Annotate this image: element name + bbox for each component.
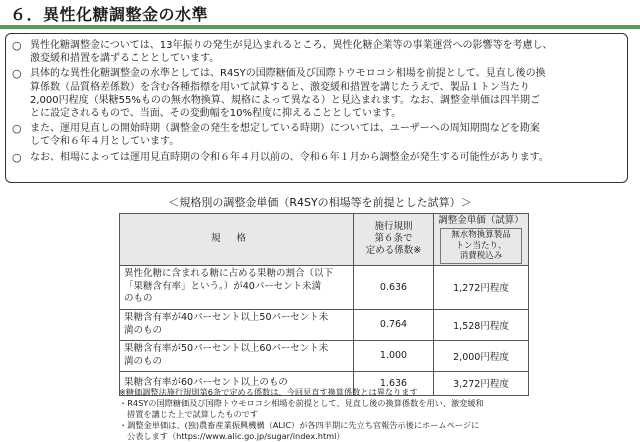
rate-table: [119, 213, 529, 396]
cell-standard-line: 満のもの: [124, 324, 163, 336]
bullet-circle-icon: ○: [12, 67, 22, 81]
bullet-text-line: また、運用見直しの開始時期（調整金の発生を想定している時期）については、ユーザーへの周知期間などを勘案: [30, 123, 540, 135]
bullet-text-line: とに設定されるもので、当面、その変動幅を10%程度に抑えることとしています。: [30, 108, 402, 120]
header-unit-price-note: [440, 228, 522, 264]
table-row: [120, 309, 529, 340]
bullet-item: [12, 39, 621, 65]
header-coefficient: [354, 214, 434, 266]
cell-unit-price: 2,000円程度: [434, 340, 529, 371]
bullet-circle-icon: ○: [12, 122, 22, 136]
footnote-line: 措置を講じた上で試算したものです: [127, 409, 259, 419]
cell-standard: [120, 309, 354, 340]
header-coefficient-line: 第６条で: [374, 233, 413, 245]
header-unit-price-note-line: トン当たり、: [455, 240, 507, 251]
bullet-circle-icon: ○: [12, 150, 22, 164]
cell-standard: [120, 340, 354, 371]
cell-coefficient: 0.636: [354, 265, 434, 309]
cell-standard-line: 満のもの: [124, 355, 163, 367]
table-caption: ＜規格別の調整金単価（R4SYの相場等を前提とした試算）＞: [168, 196, 472, 209]
bullet-text-line: 異性化糖調整金については、13年振りの発生が見込まれるところ、異性化糖企業等の事業運営への影響等を考慮し、: [30, 40, 553, 51]
page-header: [0, 0, 640, 30]
table-row: [120, 340, 529, 371]
bullet-text-line: なお、相場によっては運用見直時期の令和６年４月以前の、令和６年１月から調整金が発生する可能性があります。: [30, 151, 549, 163]
bullet-text-line: 2,000円程度（果糖55%ものの無水物換算、規格によって異なる）と見込まれます。なお、調整金単価は四半期ご: [30, 94, 541, 106]
bullet-item: [12, 67, 621, 120]
header-unit-price-note-line: 無水物換算製品: [451, 230, 511, 240]
bullet-text-line: 算係数（品質格差係数）を含む各種指標を用いて試算すると、激変緩和措置を講じたうえで、製品１トン当たり: [30, 81, 530, 93]
header-unit-price: [434, 214, 529, 266]
footnotes: [119, 387, 524, 442]
bullet-circle-icon: ○: [12, 39, 22, 52]
table-header-row: [120, 214, 529, 266]
footnote-line: ・R4SYの国際糖価及び国際トウモロコシ相場を前提として、見直し後の換算係数を用い、激変緩和: [119, 398, 484, 408]
cell-standard-line: 果糖含有率が50パーセント以上60パーセント未: [124, 343, 329, 354]
bullet-item: [12, 151, 621, 164]
header-unit-price-note-line: 消費税込み: [459, 251, 503, 261]
bullet-text-line: して令和６年４月としています。: [30, 136, 180, 148]
cell-unit-price: 1,528円程度: [434, 309, 529, 340]
bullet-text-line: 激変緩和措置を講ずることとしています。: [30, 53, 220, 65]
cell-standard-line: のもの: [124, 293, 153, 305]
bullet-item: [12, 122, 621, 148]
bullet-text-line: 具体的な異性化糖調整金の水準としては、R4SYの国際糖価及び国際トウモロコシ相場を前提として、見直し後の換: [30, 68, 546, 80]
cell-unit-price: 1,272円程度: [434, 265, 529, 309]
header-rule: [0, 25, 640, 29]
summary-box: [5, 33, 628, 183]
header-coefficient-line: 定める係数※: [365, 245, 422, 257]
header-standard: 規格: [120, 214, 354, 266]
footnote-line: ・調整金単価は、(独)農畜産業振興機構（ALIC）が各四半期に先立ち官報告示後にホームページに: [119, 420, 480, 430]
cell-standard-line: 果糖含有率が40パーセント以上50パーセント未: [124, 312, 329, 323]
page-title: ６．異性化糖調整金の水準: [10, 5, 209, 24]
cell-standard: [120, 265, 354, 309]
cell-coefficient: 1.000: [354, 340, 434, 371]
header-unit-price-line: 調整金単価（試算）: [438, 215, 524, 226]
footnote-line: 公表します（https://www.alic.go.jp/sugar/index.html）: [127, 431, 345, 441]
cell-coefficient: 1.636: [354, 371, 434, 395]
footnote-line: ※糖価調整法施行規則第6条で定める係数は、今回見直す換算係数とは異なります: [119, 387, 418, 397]
table-row: [120, 265, 529, 309]
header-coefficient-line: 施行規則: [374, 221, 413, 233]
cell-standard-line: 異性化糖に含まれる糖に占める果糖の割合（以下: [124, 268, 334, 280]
cell-standard-line: 果糖含有率が60パーセント以上のもの: [124, 376, 288, 388]
cell-coefficient: 0.764: [354, 309, 434, 340]
cell-standard-line: 「果糖含有率」という。）が40パーセント未満: [124, 280, 322, 292]
cell-unit-price: 3,272円程度: [434, 371, 529, 395]
